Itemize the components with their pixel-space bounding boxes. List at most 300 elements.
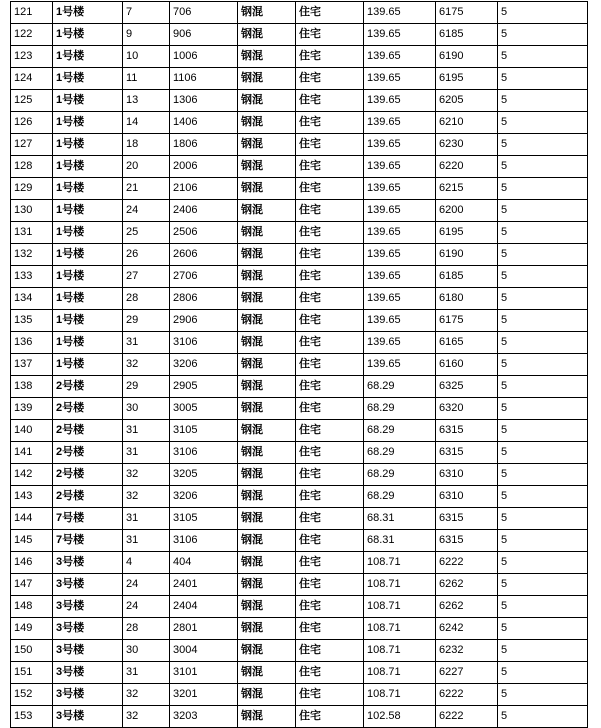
cell-price: 6315 bbox=[436, 530, 498, 552]
cell-usage: 住宅 bbox=[296, 662, 364, 684]
cell-floor: 32 bbox=[123, 464, 170, 486]
table-row bbox=[11, 706, 588, 728]
cell-structure: 钢混 bbox=[238, 442, 296, 464]
cell-structure: 钢混 bbox=[238, 706, 296, 728]
cell-structure: 钢混 bbox=[238, 684, 296, 706]
cell-id: 132 bbox=[11, 244, 53, 266]
table-row bbox=[11, 200, 588, 222]
cell-usage: 住宅 bbox=[296, 134, 364, 156]
cell-area: 108.71 bbox=[364, 574, 436, 596]
cell-room: 3203 bbox=[170, 706, 238, 728]
cell-area: 108.71 bbox=[364, 618, 436, 640]
cell-price: 6222 bbox=[436, 552, 498, 574]
cell-usage: 住宅 bbox=[296, 2, 364, 24]
cell-area: 108.71 bbox=[364, 596, 436, 618]
cell-floor: 26 bbox=[123, 244, 170, 266]
table-row bbox=[11, 2, 588, 24]
cell-building: 1号楼 bbox=[53, 156, 123, 178]
cell-id: 126 bbox=[11, 112, 53, 134]
cell-floor: 24 bbox=[123, 200, 170, 222]
cell-extra: 5 bbox=[498, 24, 588, 46]
cell-room: 3105 bbox=[170, 508, 238, 530]
cell-floor: 13 bbox=[123, 90, 170, 112]
cell-id: 153 bbox=[11, 706, 53, 728]
cell-room: 3105 bbox=[170, 420, 238, 442]
cell-room: 2506 bbox=[170, 222, 238, 244]
cell-extra: 5 bbox=[498, 178, 588, 200]
cell-structure: 钢混 bbox=[238, 376, 296, 398]
cell-structure: 钢混 bbox=[238, 244, 296, 266]
cell-room: 3106 bbox=[170, 530, 238, 552]
cell-room: 3206 bbox=[170, 354, 238, 376]
cell-building: 7号楼 bbox=[53, 530, 123, 552]
cell-area: 139.65 bbox=[364, 332, 436, 354]
cell-floor: 9 bbox=[123, 24, 170, 46]
cell-id: 142 bbox=[11, 464, 53, 486]
table-row bbox=[11, 90, 588, 112]
cell-usage: 住宅 bbox=[296, 222, 364, 244]
cell-building: 2号楼 bbox=[53, 398, 123, 420]
cell-floor: 31 bbox=[123, 530, 170, 552]
cell-extra: 5 bbox=[498, 486, 588, 508]
cell-extra: 5 bbox=[498, 530, 588, 552]
cell-floor: 25 bbox=[123, 222, 170, 244]
cell-room: 1006 bbox=[170, 46, 238, 68]
cell-id: 124 bbox=[11, 68, 53, 90]
cell-usage: 住宅 bbox=[296, 244, 364, 266]
cell-extra: 5 bbox=[498, 288, 588, 310]
cell-building: 3号楼 bbox=[53, 596, 123, 618]
table-row bbox=[11, 574, 588, 596]
cell-id: 143 bbox=[11, 486, 53, 508]
cell-structure: 钢混 bbox=[238, 464, 296, 486]
cell-area: 68.29 bbox=[364, 486, 436, 508]
cell-floor: 31 bbox=[123, 508, 170, 530]
cell-usage: 住宅 bbox=[296, 112, 364, 134]
cell-id: 146 bbox=[11, 552, 53, 574]
cell-structure: 钢混 bbox=[238, 332, 296, 354]
cell-building: 3号楼 bbox=[53, 684, 123, 706]
cell-building: 3号楼 bbox=[53, 618, 123, 640]
cell-room: 1806 bbox=[170, 134, 238, 156]
cell-extra: 5 bbox=[498, 640, 588, 662]
cell-structure: 钢混 bbox=[238, 420, 296, 442]
cell-building: 1号楼 bbox=[53, 90, 123, 112]
cell-usage: 住宅 bbox=[296, 574, 364, 596]
cell-usage: 住宅 bbox=[296, 24, 364, 46]
cell-extra: 5 bbox=[498, 662, 588, 684]
cell-price: 6190 bbox=[436, 46, 498, 68]
cell-price: 6185 bbox=[436, 266, 498, 288]
cell-structure: 钢混 bbox=[238, 178, 296, 200]
cell-building: 1号楼 bbox=[53, 46, 123, 68]
cell-room: 3201 bbox=[170, 684, 238, 706]
table-row bbox=[11, 156, 588, 178]
cell-usage: 住宅 bbox=[296, 530, 364, 552]
cell-structure: 钢混 bbox=[238, 288, 296, 310]
cell-room: 3205 bbox=[170, 464, 238, 486]
cell-id: 148 bbox=[11, 596, 53, 618]
cell-area: 139.65 bbox=[364, 24, 436, 46]
cell-area: 108.71 bbox=[364, 684, 436, 706]
cell-id: 131 bbox=[11, 222, 53, 244]
cell-building: 2号楼 bbox=[53, 464, 123, 486]
cell-floor: 29 bbox=[123, 376, 170, 398]
cell-id: 133 bbox=[11, 266, 53, 288]
cell-extra: 5 bbox=[498, 574, 588, 596]
table-row bbox=[11, 376, 588, 398]
table-row bbox=[11, 464, 588, 486]
cell-floor: 24 bbox=[123, 596, 170, 618]
cell-usage: 住宅 bbox=[296, 552, 364, 574]
cell-price: 6160 bbox=[436, 354, 498, 376]
cell-area: 68.29 bbox=[364, 398, 436, 420]
cell-price: 6175 bbox=[436, 310, 498, 332]
cell-floor: 28 bbox=[123, 288, 170, 310]
cell-building: 2号楼 bbox=[53, 376, 123, 398]
cell-structure: 钢混 bbox=[238, 618, 296, 640]
cell-building: 3号楼 bbox=[53, 662, 123, 684]
table-row bbox=[11, 486, 588, 508]
cell-area: 139.65 bbox=[364, 90, 436, 112]
cell-price: 6175 bbox=[436, 2, 498, 24]
cell-floor: 14 bbox=[123, 112, 170, 134]
cell-extra: 5 bbox=[498, 46, 588, 68]
table-row bbox=[11, 178, 588, 200]
cell-room: 2706 bbox=[170, 266, 238, 288]
cell-price: 6210 bbox=[436, 112, 498, 134]
cell-floor: 29 bbox=[123, 310, 170, 332]
cell-building: 3号楼 bbox=[53, 552, 123, 574]
cell-id: 145 bbox=[11, 530, 53, 552]
table-row bbox=[11, 46, 588, 68]
cell-floor: 28 bbox=[123, 618, 170, 640]
cell-building: 1号楼 bbox=[53, 222, 123, 244]
cell-id: 152 bbox=[11, 684, 53, 706]
cell-extra: 5 bbox=[498, 508, 588, 530]
cell-id: 134 bbox=[11, 288, 53, 310]
table-row bbox=[11, 684, 588, 706]
cell-id: 135 bbox=[11, 310, 53, 332]
cell-structure: 钢混 bbox=[238, 46, 296, 68]
cell-building: 2号楼 bbox=[53, 442, 123, 464]
cell-area: 139.65 bbox=[364, 222, 436, 244]
table-row bbox=[11, 640, 588, 662]
cell-price: 6230 bbox=[436, 134, 498, 156]
cell-usage: 住宅 bbox=[296, 640, 364, 662]
cell-building: 1号楼 bbox=[53, 178, 123, 200]
cell-area: 108.71 bbox=[364, 640, 436, 662]
cell-usage: 住宅 bbox=[296, 508, 364, 530]
cell-structure: 钢混 bbox=[238, 2, 296, 24]
cell-floor: 31 bbox=[123, 662, 170, 684]
cell-building: 1号楼 bbox=[53, 200, 123, 222]
cell-id: 136 bbox=[11, 332, 53, 354]
cell-room: 2106 bbox=[170, 178, 238, 200]
cell-area: 139.65 bbox=[364, 112, 436, 134]
cell-extra: 5 bbox=[498, 90, 588, 112]
cell-room: 2806 bbox=[170, 288, 238, 310]
cell-extra: 5 bbox=[498, 310, 588, 332]
cell-building: 1号楼 bbox=[53, 24, 123, 46]
cell-area: 139.65 bbox=[364, 156, 436, 178]
cell-price: 6227 bbox=[436, 662, 498, 684]
cell-room: 2404 bbox=[170, 596, 238, 618]
cell-price: 6310 bbox=[436, 486, 498, 508]
cell-room: 404 bbox=[170, 552, 238, 574]
cell-structure: 钢混 bbox=[238, 398, 296, 420]
table-row bbox=[11, 310, 588, 332]
document-page bbox=[0, 1, 601, 722]
cell-extra: 5 bbox=[498, 156, 588, 178]
cell-id: 123 bbox=[11, 46, 53, 68]
cell-extra: 5 bbox=[498, 464, 588, 486]
table-row bbox=[11, 530, 588, 552]
cell-usage: 住宅 bbox=[296, 398, 364, 420]
cell-price: 6315 bbox=[436, 442, 498, 464]
cell-price: 6325 bbox=[436, 376, 498, 398]
table-row bbox=[11, 398, 588, 420]
table-row bbox=[11, 662, 588, 684]
cell-usage: 住宅 bbox=[296, 90, 364, 112]
cell-extra: 5 bbox=[498, 134, 588, 156]
cell-room: 1106 bbox=[170, 68, 238, 90]
cell-id: 130 bbox=[11, 200, 53, 222]
cell-floor: 27 bbox=[123, 266, 170, 288]
cell-extra: 5 bbox=[498, 420, 588, 442]
cell-price: 6190 bbox=[436, 244, 498, 266]
cell-extra: 5 bbox=[498, 222, 588, 244]
cell-id: 151 bbox=[11, 662, 53, 684]
cell-price: 6215 bbox=[436, 178, 498, 200]
cell-floor: 7 bbox=[123, 2, 170, 24]
cell-floor: 11 bbox=[123, 68, 170, 90]
cell-floor: 32 bbox=[123, 706, 170, 728]
cell-extra: 5 bbox=[498, 618, 588, 640]
table-row bbox=[11, 244, 588, 266]
cell-area: 139.65 bbox=[364, 2, 436, 24]
cell-id: 121 bbox=[11, 2, 53, 24]
cell-price: 6185 bbox=[436, 24, 498, 46]
cell-room: 1306 bbox=[170, 90, 238, 112]
cell-area: 139.65 bbox=[364, 46, 436, 68]
cell-structure: 钢混 bbox=[238, 222, 296, 244]
cell-usage: 住宅 bbox=[296, 618, 364, 640]
cell-id: 138 bbox=[11, 376, 53, 398]
cell-extra: 5 bbox=[498, 244, 588, 266]
cell-usage: 住宅 bbox=[296, 420, 364, 442]
cell-area: 139.65 bbox=[364, 200, 436, 222]
cell-building: 1号楼 bbox=[53, 288, 123, 310]
cell-extra: 5 bbox=[498, 112, 588, 134]
cell-price: 6195 bbox=[436, 68, 498, 90]
cell-structure: 钢混 bbox=[238, 354, 296, 376]
cell-building: 2号楼 bbox=[53, 420, 123, 442]
cell-price: 6222 bbox=[436, 706, 498, 728]
cell-area: 139.65 bbox=[364, 354, 436, 376]
cell-usage: 住宅 bbox=[296, 332, 364, 354]
cell-extra: 5 bbox=[498, 684, 588, 706]
cell-usage: 住宅 bbox=[296, 596, 364, 618]
cell-room: 3106 bbox=[170, 442, 238, 464]
table-row bbox=[11, 332, 588, 354]
cell-structure: 钢混 bbox=[238, 310, 296, 332]
cell-floor: 20 bbox=[123, 156, 170, 178]
cell-building: 3号楼 bbox=[53, 574, 123, 596]
cell-price: 6165 bbox=[436, 332, 498, 354]
table-row bbox=[11, 508, 588, 530]
cell-price: 6200 bbox=[436, 200, 498, 222]
cell-price: 6242 bbox=[436, 618, 498, 640]
cell-room: 2801 bbox=[170, 618, 238, 640]
table-row bbox=[11, 442, 588, 464]
cell-structure: 钢混 bbox=[238, 486, 296, 508]
cell-building: 1号楼 bbox=[53, 2, 123, 24]
cell-floor: 24 bbox=[123, 574, 170, 596]
cell-price: 6320 bbox=[436, 398, 498, 420]
cell-structure: 钢混 bbox=[238, 134, 296, 156]
cell-structure: 钢混 bbox=[238, 552, 296, 574]
cell-room: 2006 bbox=[170, 156, 238, 178]
table-row bbox=[11, 596, 588, 618]
cell-price: 6315 bbox=[436, 420, 498, 442]
table-row bbox=[11, 618, 588, 640]
cell-usage: 住宅 bbox=[296, 486, 364, 508]
cell-id: 140 bbox=[11, 420, 53, 442]
cell-structure: 钢混 bbox=[238, 266, 296, 288]
cell-room: 3206 bbox=[170, 486, 238, 508]
cell-building: 1号楼 bbox=[53, 310, 123, 332]
cell-id: 139 bbox=[11, 398, 53, 420]
cell-room: 706 bbox=[170, 2, 238, 24]
cell-extra: 5 bbox=[498, 398, 588, 420]
cell-building: 3号楼 bbox=[53, 640, 123, 662]
cell-structure: 钢混 bbox=[238, 90, 296, 112]
cell-extra: 5 bbox=[498, 376, 588, 398]
cell-building: 1号楼 bbox=[53, 354, 123, 376]
cell-building: 7号楼 bbox=[53, 508, 123, 530]
cell-usage: 住宅 bbox=[296, 46, 364, 68]
table-row bbox=[11, 354, 588, 376]
table-row bbox=[11, 288, 588, 310]
cell-room: 1406 bbox=[170, 112, 238, 134]
cell-price: 6180 bbox=[436, 288, 498, 310]
cell-extra: 5 bbox=[498, 266, 588, 288]
cell-price: 6195 bbox=[436, 222, 498, 244]
cell-floor: 31 bbox=[123, 442, 170, 464]
cell-extra: 5 bbox=[498, 332, 588, 354]
cell-usage: 住宅 bbox=[296, 442, 364, 464]
cell-usage: 住宅 bbox=[296, 684, 364, 706]
cell-room: 2906 bbox=[170, 310, 238, 332]
cell-area: 139.65 bbox=[364, 288, 436, 310]
cell-usage: 住宅 bbox=[296, 156, 364, 178]
cell-floor: 21 bbox=[123, 178, 170, 200]
cell-extra: 5 bbox=[498, 200, 588, 222]
cell-area: 108.71 bbox=[364, 662, 436, 684]
table-row bbox=[11, 552, 588, 574]
cell-id: 125 bbox=[11, 90, 53, 112]
cell-building: 1号楼 bbox=[53, 112, 123, 134]
cell-price: 6315 bbox=[436, 508, 498, 530]
cell-area: 108.71 bbox=[364, 552, 436, 574]
cell-extra: 5 bbox=[498, 442, 588, 464]
cell-floor: 30 bbox=[123, 640, 170, 662]
cell-usage: 住宅 bbox=[296, 68, 364, 90]
cell-room: 906 bbox=[170, 24, 238, 46]
cell-structure: 钢混 bbox=[238, 640, 296, 662]
cell-usage: 住宅 bbox=[296, 178, 364, 200]
cell-floor: 4 bbox=[123, 552, 170, 574]
cell-structure: 钢混 bbox=[238, 596, 296, 618]
cell-area: 68.29 bbox=[364, 464, 436, 486]
cell-floor: 10 bbox=[123, 46, 170, 68]
cell-area: 68.31 bbox=[364, 530, 436, 552]
cell-usage: 住宅 bbox=[296, 200, 364, 222]
cell-area: 139.65 bbox=[364, 178, 436, 200]
cell-extra: 5 bbox=[498, 552, 588, 574]
cell-id: 150 bbox=[11, 640, 53, 662]
table-row bbox=[11, 134, 588, 156]
cell-floor: 30 bbox=[123, 398, 170, 420]
cell-room: 3005 bbox=[170, 398, 238, 420]
cell-building: 1号楼 bbox=[53, 68, 123, 90]
cell-structure: 钢混 bbox=[238, 662, 296, 684]
cell-area: 139.65 bbox=[364, 244, 436, 266]
cell-building: 2号楼 bbox=[53, 486, 123, 508]
cell-structure: 钢混 bbox=[238, 574, 296, 596]
cell-floor: 32 bbox=[123, 486, 170, 508]
cell-extra: 5 bbox=[498, 706, 588, 728]
cell-extra: 5 bbox=[498, 68, 588, 90]
cell-id: 137 bbox=[11, 354, 53, 376]
cell-price: 6222 bbox=[436, 684, 498, 706]
cell-price: 6262 bbox=[436, 574, 498, 596]
cell-area: 139.65 bbox=[364, 134, 436, 156]
cell-price: 6262 bbox=[436, 596, 498, 618]
cell-building: 1号楼 bbox=[53, 134, 123, 156]
cell-area: 68.29 bbox=[364, 376, 436, 398]
cell-floor: 18 bbox=[123, 134, 170, 156]
table-row bbox=[11, 222, 588, 244]
cell-id: 122 bbox=[11, 24, 53, 46]
cell-structure: 钢混 bbox=[238, 508, 296, 530]
cell-room: 2905 bbox=[170, 376, 238, 398]
cell-room: 2406 bbox=[170, 200, 238, 222]
cell-structure: 钢混 bbox=[238, 156, 296, 178]
table-row bbox=[11, 68, 588, 90]
cell-price: 6232 bbox=[436, 640, 498, 662]
cell-extra: 5 bbox=[498, 354, 588, 376]
table-row bbox=[11, 420, 588, 442]
cell-usage: 住宅 bbox=[296, 310, 364, 332]
cell-area: 139.65 bbox=[364, 266, 436, 288]
cell-room: 2401 bbox=[170, 574, 238, 596]
cell-usage: 住宅 bbox=[296, 464, 364, 486]
table-row bbox=[11, 24, 588, 46]
cell-area: 68.29 bbox=[364, 442, 436, 464]
cell-building: 1号楼 bbox=[53, 332, 123, 354]
cell-usage: 住宅 bbox=[296, 706, 364, 728]
cell-usage: 住宅 bbox=[296, 266, 364, 288]
cell-building: 3号楼 bbox=[53, 706, 123, 728]
cell-building: 1号楼 bbox=[53, 266, 123, 288]
cell-price: 6205 bbox=[436, 90, 498, 112]
cell-id: 144 bbox=[11, 508, 53, 530]
cell-id: 147 bbox=[11, 574, 53, 596]
cell-id: 129 bbox=[11, 178, 53, 200]
cell-area: 139.65 bbox=[364, 310, 436, 332]
